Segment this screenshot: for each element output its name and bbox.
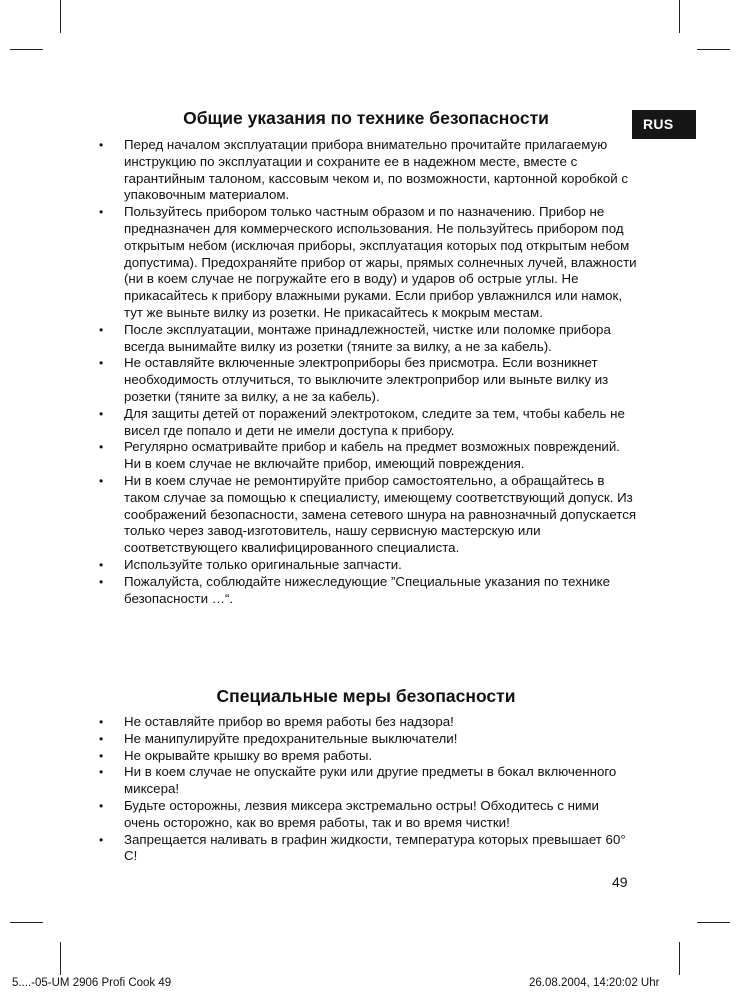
list-item-text: Перед началом эксплуатации прибора внимательно прочитайте прилагаемую инструкцию по эксплуатации и сохраните ее в надежном месте, вместе с гарантийным талоном, кассовым чеком и, по возможности, картонной коробкой с упаковочным материалом. (124, 137, 628, 203)
bullet-icon: • (99, 406, 104, 421)
list-item-text: Используйте только оригинальные запчасти. (124, 556, 402, 572)
crop-mark (679, 942, 680, 975)
bullet-icon: • (99, 440, 104, 455)
bullet-icon: • (99, 356, 104, 371)
list-item-text: Ни в коем случае не ремонтируйте прибор самостоятельно, а обращайтесь в таком случае за помощью к специалисту, имеющему соответствующий допуск. Из соображений безопасности, замена сетевого шнура на равнозначный допускается только через завод-изготовитель, нашу сервисную мастерскую или соответствующего квалифицированного специалиста. (124, 472, 637, 556)
crop-mark (60, 0, 61, 33)
bullet-icon: • (99, 832, 104, 847)
list-item (97, 798, 637, 832)
list-item-text: Пожалуйста, соблюдайте нижеследующие ”Специальные указания по технике безопасности …“. (124, 573, 610, 606)
list-item-text: Не оставляйте прибор во время работы без надзора! (124, 714, 454, 729)
list-item (97, 557, 637, 574)
list-item (97, 439, 637, 473)
list-item-text: Не манипулируйте предохранительные выключатели! (124, 730, 458, 746)
general-safety-list (97, 137, 637, 607)
footer-timestamp: 26.08.2004, 14:20:02 Uhr (529, 977, 660, 989)
list-item (97, 322, 637, 356)
section-title-special-safety: Специальные меры безопасности (216, 686, 516, 706)
list-item-text: Запрещается наливать в графин жидкости, температура которых превышает 60° С! (124, 831, 626, 864)
bullet-icon: • (99, 205, 104, 220)
bullet-icon: • (99, 765, 104, 780)
bullet-icon: • (99, 557, 104, 572)
special-safety-list (97, 714, 637, 865)
list-item-text: Пользуйтесь прибором только частным образом и по назначению. Прибор не предназначен для коммерческого использования. Не пользуйтесь прибором под открытым небом (исключая приборы, эксплуатация которых под открытым небом допустима). Предохраняйте прибор от жары, прямых солнечных лучей, влажности (ни в коем случае не погружайте его в воду) и ударов об острые углы. Не прикасайтесь к прибору влажными руками. Если прибор увлажнился или намок, тут же выньте вилку из розетки. Не прикасайтесь к мокрым местам. (124, 204, 637, 320)
list-item (97, 574, 637, 608)
list-item (97, 204, 637, 322)
language-tab: RUS (632, 110, 696, 139)
page-number: 49 (612, 874, 628, 890)
list-item-text: Будьте осторожны, лезвия миксера экстремально остры! Обходитесь с ними очень осторожно, как во время работы, так и во время чистки! (124, 797, 599, 830)
crop-mark (10, 922, 43, 923)
list-item (97, 731, 637, 748)
list-item (97, 473, 637, 557)
list-item-text: Ни в коем случае не опускайте руки или другие предметы в бокал включенного миксера! (124, 764, 617, 797)
list-item-text: Не оставляйте включенные электроприборы без присмотра. Если возникнет необходимость отлучиться, то выключите электроприбор или выньте вилку из розетки (тяните за вилку, а не за кабель). (124, 355, 609, 404)
list-item-text: После эксплуатации, монтаже принадлежностей, чистке или поломке прибора всегда вынимайте вилку из розетки (тяните за вилку, а не за кабель). (124, 321, 611, 354)
bullet-icon: • (99, 574, 104, 589)
bullet-icon: • (99, 138, 104, 152)
list-item (97, 137, 637, 204)
crop-mark (697, 922, 730, 923)
bullet-icon: • (99, 715, 104, 729)
section-title-general-safety: Общие указания по технике безопасности (183, 108, 549, 128)
list-item (97, 714, 637, 731)
bullet-icon: • (99, 473, 104, 488)
crop-mark (697, 49, 730, 50)
list-item-text: Не окрывайте крышку во время работы. (124, 747, 373, 763)
list-item (97, 355, 637, 405)
list-item (97, 748, 637, 765)
bullet-icon: • (99, 322, 104, 337)
bullet-icon: • (99, 731, 104, 746)
list-item (97, 764, 637, 798)
list-item (97, 832, 637, 866)
bullet-icon: • (99, 798, 104, 813)
crop-mark (60, 942, 61, 975)
footer-file-info: 5....-05-UM 2906 Profi Cook 49 (12, 977, 172, 989)
list-item-text: Регулярно осматривайте прибор и кабель на предмет возможных повреждений. Ни в коем случае не включайте прибор, имеющий повреждения. (124, 439, 620, 472)
crop-mark (10, 49, 43, 50)
list-item-text: Для защиты детей от поражений электротоком, следите за тем, чтобы кабель не висел где попало и дети не имели доступа к прибору. (124, 405, 625, 438)
crop-mark (679, 0, 680, 33)
list-item (97, 406, 637, 440)
bullet-icon: • (99, 748, 104, 763)
